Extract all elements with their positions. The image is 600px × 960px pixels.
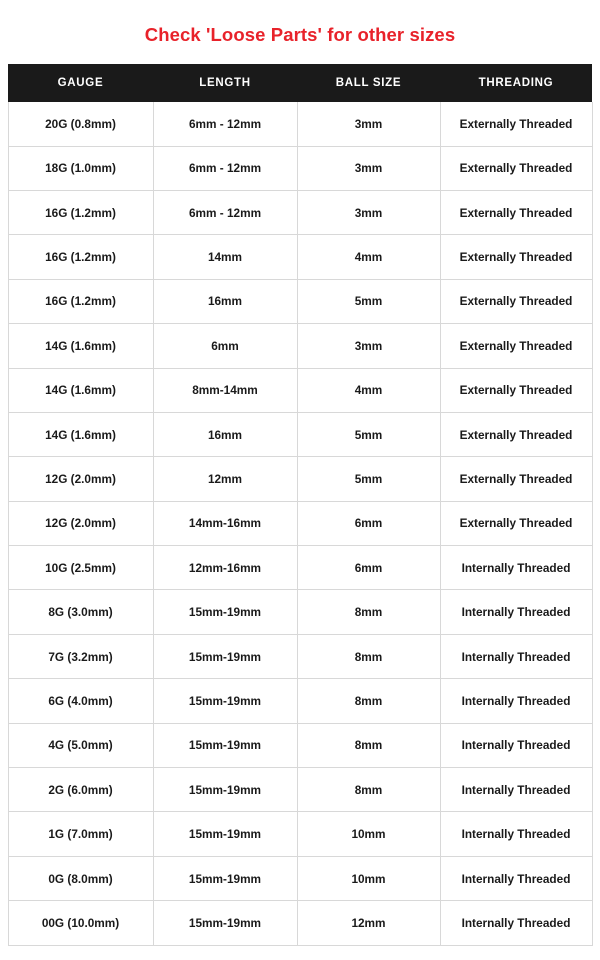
cell-gauge: 14G (1.6mm) bbox=[8, 324, 153, 368]
cell-ball-size: 3mm bbox=[297, 102, 440, 146]
cell-length: 16mm bbox=[153, 279, 297, 323]
cell-threading: Externally Threaded bbox=[440, 146, 592, 190]
cell-gauge: 18G (1.0mm) bbox=[8, 146, 153, 190]
cell-length: 15mm-19mm bbox=[153, 901, 297, 945]
cell-ball-size: 12mm bbox=[297, 901, 440, 945]
column-header-threading: THREADING bbox=[440, 64, 592, 102]
cell-length: 14mm bbox=[153, 235, 297, 279]
table-row bbox=[8, 768, 592, 812]
cell-length: 12mm bbox=[153, 457, 297, 501]
cell-threading: Internally Threaded bbox=[440, 723, 592, 767]
table-row bbox=[8, 368, 592, 412]
cell-gauge: 16G (1.2mm) bbox=[8, 235, 153, 279]
table-row bbox=[8, 146, 592, 190]
cell-ball-size: 10mm bbox=[297, 856, 440, 900]
cell-gauge: 8G (3.0mm) bbox=[8, 590, 153, 634]
cell-gauge: 7G (3.2mm) bbox=[8, 634, 153, 678]
cell-length: 15mm-19mm bbox=[153, 634, 297, 678]
cell-gauge: 00G (10.0mm) bbox=[8, 901, 153, 945]
cell-gauge: 14G (1.6mm) bbox=[8, 412, 153, 456]
cell-ball-size: 4mm bbox=[297, 368, 440, 412]
table-row bbox=[8, 634, 592, 678]
cell-threading: Externally Threaded bbox=[440, 368, 592, 412]
cell-ball-size: 4mm bbox=[297, 235, 440, 279]
cell-length: 6mm bbox=[153, 324, 297, 368]
table-body bbox=[8, 102, 592, 945]
table-row bbox=[8, 501, 592, 545]
cell-gauge: 12G (2.0mm) bbox=[8, 457, 153, 501]
cell-gauge: 16G (1.2mm) bbox=[8, 190, 153, 234]
cell-length: 6mm - 12mm bbox=[153, 102, 297, 146]
cell-gauge: 16G (1.2mm) bbox=[8, 279, 153, 323]
cell-gauge: 2G (6.0mm) bbox=[8, 768, 153, 812]
cell-threading: Internally Threaded bbox=[440, 812, 592, 856]
cell-threading: Internally Threaded bbox=[440, 634, 592, 678]
cell-threading: Externally Threaded bbox=[440, 412, 592, 456]
table-row bbox=[8, 102, 592, 146]
cell-ball-size: 8mm bbox=[297, 634, 440, 678]
column-header-length: LENGTH bbox=[153, 64, 297, 102]
cell-length: 12mm-16mm bbox=[153, 546, 297, 590]
cell-gauge: 1G (7.0mm) bbox=[8, 812, 153, 856]
cell-ball-size: 8mm bbox=[297, 768, 440, 812]
cell-length: 8mm-14mm bbox=[153, 368, 297, 412]
cell-threading: Internally Threaded bbox=[440, 901, 592, 945]
table-row bbox=[8, 812, 592, 856]
cell-ball-size: 3mm bbox=[297, 190, 440, 234]
cell-ball-size: 8mm bbox=[297, 723, 440, 767]
cell-length: 15mm-19mm bbox=[153, 856, 297, 900]
cell-threading: Externally Threaded bbox=[440, 102, 592, 146]
table-row bbox=[8, 412, 592, 456]
table-header bbox=[8, 64, 592, 102]
cell-threading: Externally Threaded bbox=[440, 235, 592, 279]
table-row bbox=[8, 457, 592, 501]
cell-ball-size: 5mm bbox=[297, 279, 440, 323]
table-row bbox=[8, 546, 592, 590]
cell-ball-size: 3mm bbox=[297, 146, 440, 190]
table-header-row bbox=[8, 64, 592, 102]
cell-gauge: 0G (8.0mm) bbox=[8, 856, 153, 900]
cell-gauge: 20G (0.8mm) bbox=[8, 102, 153, 146]
cell-length: 15mm-19mm bbox=[153, 812, 297, 856]
table-row bbox=[8, 324, 592, 368]
cell-threading: Externally Threaded bbox=[440, 279, 592, 323]
cell-length: 16mm bbox=[153, 412, 297, 456]
cell-length: 6mm - 12mm bbox=[153, 146, 297, 190]
cell-threading: Internally Threaded bbox=[440, 679, 592, 723]
table-row bbox=[8, 901, 592, 945]
page-title: Check 'Loose Parts' for other sizes bbox=[144, 24, 456, 45]
cell-gauge: 4G (5.0mm) bbox=[8, 723, 153, 767]
cell-length: 6mm - 12mm bbox=[153, 190, 297, 234]
table-row bbox=[8, 190, 592, 234]
cell-ball-size: 6mm bbox=[297, 501, 440, 545]
cell-threading: Internally Threaded bbox=[440, 546, 592, 590]
cell-gauge: 10G (2.5mm) bbox=[8, 546, 153, 590]
cell-gauge: 6G (4.0mm) bbox=[8, 679, 153, 723]
cell-threading: Externally Threaded bbox=[440, 324, 592, 368]
cell-length: 15mm-19mm bbox=[153, 768, 297, 812]
size-chart-table bbox=[8, 64, 593, 945]
cell-length: 14mm-16mm bbox=[153, 501, 297, 545]
cell-ball-size: 8mm bbox=[297, 590, 440, 634]
cell-ball-size: 10mm bbox=[297, 812, 440, 856]
cell-threading: Internally Threaded bbox=[440, 856, 592, 900]
cell-length: 15mm-19mm bbox=[153, 723, 297, 767]
cell-gauge: 14G (1.6mm) bbox=[8, 368, 153, 412]
cell-threading: Externally Threaded bbox=[440, 501, 592, 545]
cell-threading: Externally Threaded bbox=[440, 190, 592, 234]
table-row bbox=[8, 856, 592, 900]
cell-threading: Internally Threaded bbox=[440, 768, 592, 812]
cell-ball-size: 5mm bbox=[297, 457, 440, 501]
cell-ball-size: 6mm bbox=[297, 546, 440, 590]
table-row bbox=[8, 723, 592, 767]
cell-ball-size: 5mm bbox=[297, 412, 440, 456]
cell-ball-size: 3mm bbox=[297, 324, 440, 368]
table-row bbox=[8, 235, 592, 279]
cell-threading: Externally Threaded bbox=[440, 457, 592, 501]
table-row bbox=[8, 679, 592, 723]
column-header-ball-size: BALL SIZE bbox=[297, 64, 440, 102]
cell-threading: Internally Threaded bbox=[440, 590, 592, 634]
table-row bbox=[8, 590, 592, 634]
column-header-gauge: GAUGE bbox=[8, 64, 153, 102]
cell-gauge: 12G (2.0mm) bbox=[8, 501, 153, 545]
cell-ball-size: 8mm bbox=[297, 679, 440, 723]
cell-length: 15mm-19mm bbox=[153, 590, 297, 634]
cell-length: 15mm-19mm bbox=[153, 679, 297, 723]
table-row bbox=[8, 279, 592, 323]
